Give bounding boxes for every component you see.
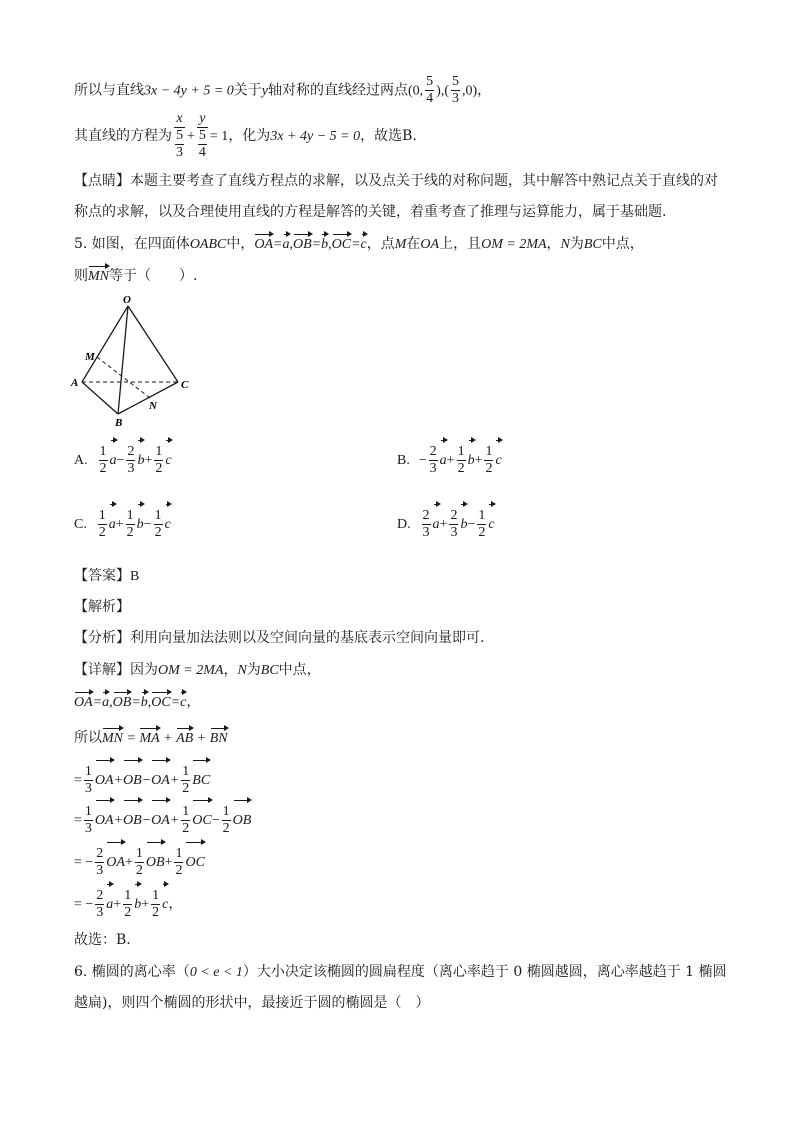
basis-line: OA=a,OB=b,OC=c， [74, 692, 200, 713]
segment-MN [97, 357, 150, 398]
answer-value: B [130, 569, 140, 584]
line-equation: 3x − 4y + 5 = 0 [144, 83, 234, 99]
label-A: A [71, 377, 79, 389]
comment-line-2: 称点的求解，以及合理使用直线的方程是解答的关键，着重考查了推理与运算能力，属于基础题. [74, 204, 667, 220]
tetrahedron-figure [70, 292, 200, 430]
x-intercept-fraction: $\frac{x}{\frac{5}{3}}$ [176, 111, 183, 160]
edge-OA [82, 306, 128, 382]
step-1: = $\frac{1}{3}$ OA+OB−OA+ $\frac{1}{2}$ BC [74, 760, 210, 801]
y-intercept-fraction: $\frac{y}{\frac{5}{4}}$ [198, 111, 206, 160]
comment-line-1: 【点睛】本题主要考查了直线方程点的求解，以及点关于线的对称问题，其中解答中熟记点关于直线的对 [74, 173, 718, 189]
fraction: $\frac{5}{4}$ [426, 74, 434, 106]
edge-AB [82, 382, 118, 414]
analysis-heading: 【解析】 [74, 599, 130, 615]
question-5-line-1: 5. 如图，在四面体OABC中，OA=a,OB=b,OC=c，点M在OA上，且OM = 2MA，N为BC中点， [74, 234, 644, 255]
question-6-line-2: 越扁)，则四个椭圆的形状中，最接近于圆的椭圆是（ ） [74, 995, 430, 1011]
result-equation: 3x + 4y − 5 = 0 [270, 129, 361, 144]
answer-line [74, 566, 139, 587]
label-B: B [115, 417, 123, 429]
step-2: = $\frac{1}{3}$ OA+OB−OA+ $\frac{1}{2}$ OC− $\frac{1}{2}$ OB [74, 800, 251, 841]
option-B[interactable]: B. − $\frac{2}{3}$ a+ $\frac{1}{2}$ b+ $\frac{1}{2}$ c [397, 440, 502, 481]
question-5-line-2: 则MN等于（ ）. [74, 266, 197, 287]
conclusion-line: 故选：B. [74, 932, 131, 948]
answer-tag: 【答案】 [74, 568, 130, 584]
label-O: O [123, 294, 131, 306]
edge-OB [118, 306, 128, 414]
edge-OC [128, 306, 178, 382]
question-6-line-1: 6. 椭圆的离心率（0 < e < 1）大小决定该椭圆的圆扁程度（离心率趋于 0 椭圆越圆，离心率越趋于 1 椭圆 [74, 964, 727, 980]
solution-line-2: 其直线的方程为 $\frac{x}{\frac{5}{3}}$ + $\frac{y}{\frac{5}{4}}$ = 1，化为3x + 4y − 5 = 0，故选B. [74, 111, 417, 160]
option-C[interactable]: C. $\frac{1}{2}$ a+ $\frac{1}{2}$ b− $\frac{1}{2}$ c [74, 504, 171, 545]
fenxi-line: 【分析】利用向量加法法则以及空间向量的基底表示空间向量即可. [74, 630, 485, 646]
step-0: 所以MN = MA + AB + BN [74, 728, 228, 749]
comment-tag: 【点睛】 [74, 173, 130, 189]
option-D[interactable]: D. $\frac{2}{3}$ a+ $\frac{2}{3}$ b− $\frac{1}{2}$ c [397, 504, 495, 545]
solution-line-1: 所以与直线3x − 4y + 5 = 0关于y轴对称的直线经过两点(0, $\frac{5}{4}$ ),( $\frac{5}{3}$ ,0)， [74, 74, 492, 106]
edge-BC [118, 382, 178, 414]
step-3: = − $\frac{2}{3}$ OA+ $\frac{1}{2}$ OB+ $\frac{1}{2}$ OC [74, 842, 205, 883]
label-N: N [149, 400, 157, 412]
xiangjie-line: 【详解】因为OM = 2MA，N为BC中点， [74, 662, 321, 678]
step-4: = − $\frac{2}{3}$ a+ $\frac{1}{2}$ b+ $\frac{1}{2}$ c， [74, 884, 182, 925]
fraction: $\frac{5}{3}$ [452, 74, 459, 106]
basis-vectors: OA=a,OB=b,OC=c [254, 237, 366, 252]
label-C: C [181, 379, 189, 391]
label-M: M [85, 351, 95, 363]
option-A[interactable]: A. $\frac{1}{2}$ a− $\frac{2}{3}$ b+ $\frac{1}{2}$ c [74, 440, 172, 481]
